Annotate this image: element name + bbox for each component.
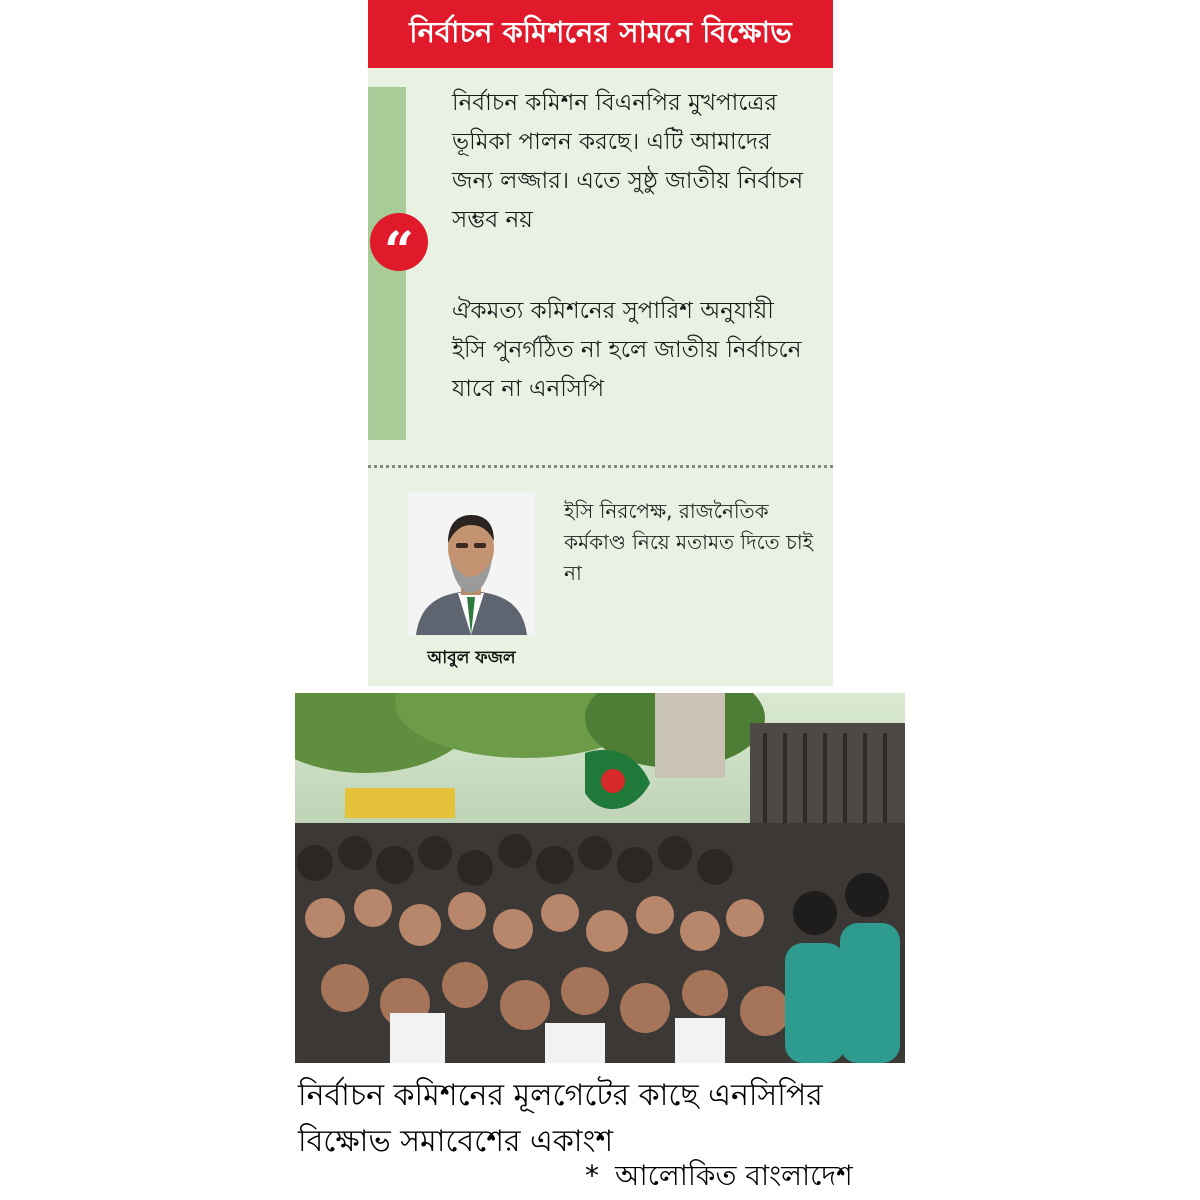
source-name: আলোকিত বাংলাদেশ: [615, 1159, 853, 1192]
source-credit: [585, 1158, 915, 1194]
official-name: আবুল ফজল: [427, 648, 516, 668]
quote-paragraph-1: নির্বাচন কমিশন বিএনপির মুখপাত্রের ভূমিকা পালন করছে। এটি আমাদের জন্য লজ্জার। এতে সুষ্ঠু জাতীয় নির্বাচন সম্ভব নয়: [452, 90, 804, 233]
headline-text: নির্বাচন কমিশনের সামনে বিক্ষোভ: [409, 14, 792, 49]
official-quote: ইসি নিরপেক্ষ, রাজনৈতিক কর্মকাণ্ড নিয়ে মতামত দিতে চাই না: [564, 499, 814, 585]
photo-caption: নির্বাচন কমিশনের মূলগেটের কাছে এনসিপির বিক্ষোভ সমাবেশের একাংশ: [298, 1078, 823, 1159]
official-portrait: [408, 493, 535, 635]
dotted-divider: [368, 465, 833, 468]
headline-banner: [368, 0, 833, 68]
protest-crowd-illustration: [295, 693, 905, 1063]
portrait-illustration: [408, 493, 535, 635]
quote-paragraph-2: ঐকমত্য কমিশনের সুপারিশ অনুযায়ী ইসি পুনর্গঠিত না হলে জাতীয় নির্বাচনে যাবে না এনসিপি: [452, 298, 802, 402]
news-panel: [368, 0, 833, 686]
asterisk-icon: *: [585, 1159, 599, 1192]
quote-mark-icon: “: [370, 213, 428, 271]
protest-photo: [295, 693, 905, 1063]
